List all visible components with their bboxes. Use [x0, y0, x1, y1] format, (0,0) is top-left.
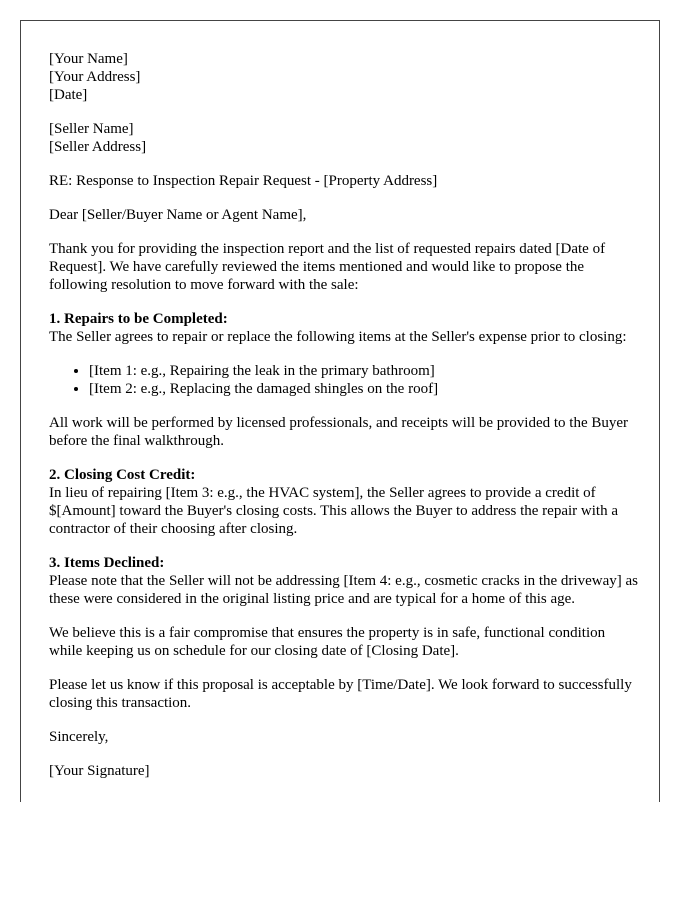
section-credit-heading: 2. Closing Cost Credit: — [49, 467, 196, 483]
sender-name: [Your Name] — [49, 51, 128, 67]
section-repairs-heading: 1. Repairs to be Completed: — [49, 311, 228, 327]
section-declined — [49, 554, 639, 608]
recipient-block — [49, 120, 639, 156]
signoff: Sincerely, — [49, 729, 109, 745]
repair-items-list — [49, 362, 639, 398]
recipient-address: [Seller Address] — [49, 139, 147, 155]
section-repairs-followup: All work will be performed by licensed professionals, and receipts will be provided to the Buyer before the final walkthrough. — [49, 415, 629, 449]
letter-date: [Date] — [49, 87, 88, 103]
signature-line: [Your Signature] — [49, 763, 150, 779]
sender-address: [Your Address] — [49, 69, 141, 85]
subject-line: RE: Response to Inspection Repair Request - [Property Address] — [49, 173, 438, 189]
sender-block — [49, 50, 639, 104]
recipient-name: [Seller Name] — [49, 121, 134, 137]
letter-page — [20, 20, 660, 802]
section-declined-text: Please note that the Seller will not be addressing [Item 4: e.g., cosmetic cracks in the driveway] as these were considered in the original listing price and are typical for a home of this age. — [49, 573, 638, 607]
letter-body — [49, 50, 639, 780]
request-paragraph: Please let us know if this proposal is acceptable by [Time/Date]. We look forward to successfully closing this transaction. — [49, 677, 632, 711]
list-item: • [Item 1: e.g., Repairing the leak in the primary bathroom] — [89, 362, 639, 380]
section-repairs-text: The Seller agrees to repair or replace the following items at the Seller's expense prior to closing: — [49, 329, 627, 345]
section-credit — [49, 466, 639, 538]
section-declined-heading: 3. Items Declined: — [49, 555, 165, 571]
section-credit-text: In lieu of repairing [Item 3: e.g., the HVAC system], the Seller agrees to provide a credit of $[Amount] toward the Buyer's closing costs. This allows the Buyer to address the repair with a contractor of their choosing after closing. — [49, 485, 618, 537]
closing-paragraph: We believe this is a fair compromise that ensures the property is in safe, functional condition while keeping us on schedule for our closing date of [Closing Date]. — [49, 625, 606, 659]
salutation: Dear [Seller/Buyer Name or Agent Name], — [49, 207, 307, 223]
intro-paragraph: Thank you for providing the inspection report and the list of requested repairs dated [Date of Request]. We have carefully reviewed the items mentioned and would like to propose the following resolution to move forward with the sale: — [49, 241, 606, 293]
section-repairs — [49, 310, 639, 450]
list-item: • [Item 2: e.g., Replacing the damaged shingles on the roof] — [89, 380, 639, 398]
